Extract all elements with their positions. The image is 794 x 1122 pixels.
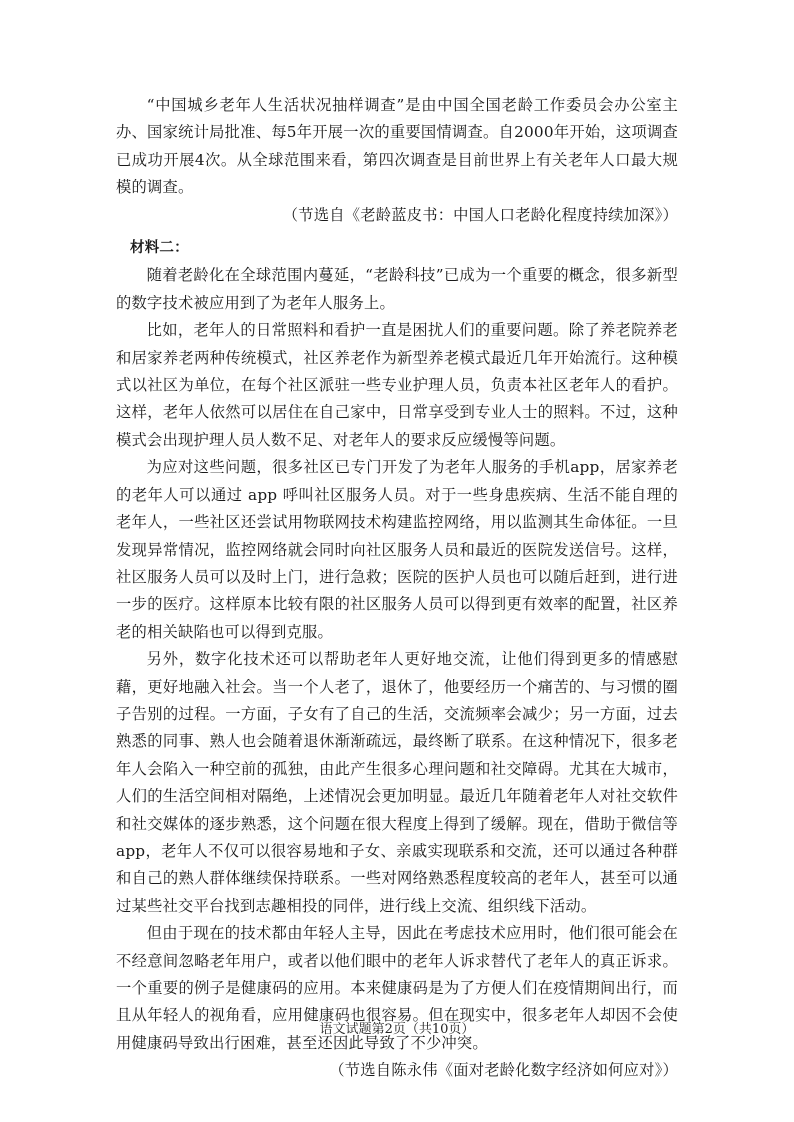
material-two-paragraph-2: 比如，老年人的日常照料和看护一直是困扰人们的重要问题。除了养老院养老和居家养老两种传统模式，社区养老作为新型养老模式最近几年开始流行。这种模式以社区为单位，在每个社区派驻一些专业护理人员，负责本社区老年人的看护。这样，老年人依然可以居住在自己家中，日常享受到专业人士的照料。不过，这种模式会出现护理人员人数不足、对老年人的要求反应缓慢等问题。 bbox=[116, 321, 678, 449]
page-content bbox=[116, 92, 678, 1085]
material-two-paragraph-3: 为应对这些问题，很多社区已专门开发了为老年人服务的手机app，居家养老的老年人可以通过 app 呼叫社区服务人员。对于一些身患疾病、生活不能自理的老年人，一些社区还尝试用物联网技术构建监控网络，用以监测其生命体征。一旦发现异常情况，监控网络就会同时向社区服务人员和最近的医院发送信号。这样，社区服务人员可以及时上门，进行急救；医院的医护人员也可以随后赶到，进行进一步的医疗。这样原本比较有限的社区服务人员可以得到更有效率的配置，社区养老的相关缺陷也可以得到克服。 bbox=[116, 458, 678, 641]
material-two-paragraph-5: 但由于现在的技术都由年轻人主导，因此在考虑技术应用时，他们很可能会在不经意间忽略老年用户，或者以他们眼中的老年人诉求替代了老年人的真正诉求。一个重要的例子是健康码的应用。本来健康码是为了方便人们在疫情期间出行，而且从年轻人的视角看，应用健康码也很容易。但在现实中，很多老年人却因不会使用健康码导致出行困难，甚至还因此导致了不少冲突。 bbox=[116, 924, 678, 1052]
material-one-source: （节选自《老龄蓝皮书：中国人口老龄化程度持续加深》） bbox=[282, 205, 678, 224]
material-two-source: （节选自陈永伟《面对老龄化数字经济如何应对》） bbox=[329, 1061, 678, 1080]
page-footer: 语文试题第2页（共10页） bbox=[319, 1022, 475, 1037]
material-one-paragraph: “中国城乡老年人生活状况抽样调查”是由中国全国老龄工作委员会办公室主办、国家统计局批准、每5年开展一次的重要国情调查。自2000年开始，这项调查已成功开展4次。从全球范围来看，第四次调查是目前世界上有关老年人口最大规模的调查。 bbox=[116, 96, 678, 197]
material-two-paragraph-4: 另外，数字化技术还可以帮助老年人更好地交流，让他们得到更多的情感慰藉，更好地融入社会。当一个人老了，退休了，他要经历一个痛苦的、与习惯的圈子告别的过程。一方面，子女有了自己的生活，交流频率会减少；另一方面，过去熟悉的同事、熟人也会随着退休渐渐疏远，最终断了联系。在这种情况下，很多老年人会陷入一种空前的孤独，由此产生很多心理问题和社交障碍。尤其在大城市，人们的生活空间相对隔绝，上述情况会更加明显。最近几年随着老年人对社交软件和社交媒体的逐步熟悉，这个问题在很大程度上得到了缓解。现在，借助于微信等app，老年人不仅可以很容易地和子女、亲戚实现联系和交流，还可以通过各种群和自己的熟人群体继续保持联系。一些对网络熟悉程度较高的老年人，甚至可以通过某些社交平台找到志趣相投的同伴，进行线上交流、组织线下活动。 bbox=[116, 650, 678, 915]
material-two-heading: 材料二： bbox=[130, 240, 189, 257]
material-two-paragraph-1: 随着老龄化在全球范围内蔓延，“老龄科技”已成为一个重要的概念，很多新型的数字技术被应用到了为老年人服务上。 bbox=[116, 266, 678, 312]
